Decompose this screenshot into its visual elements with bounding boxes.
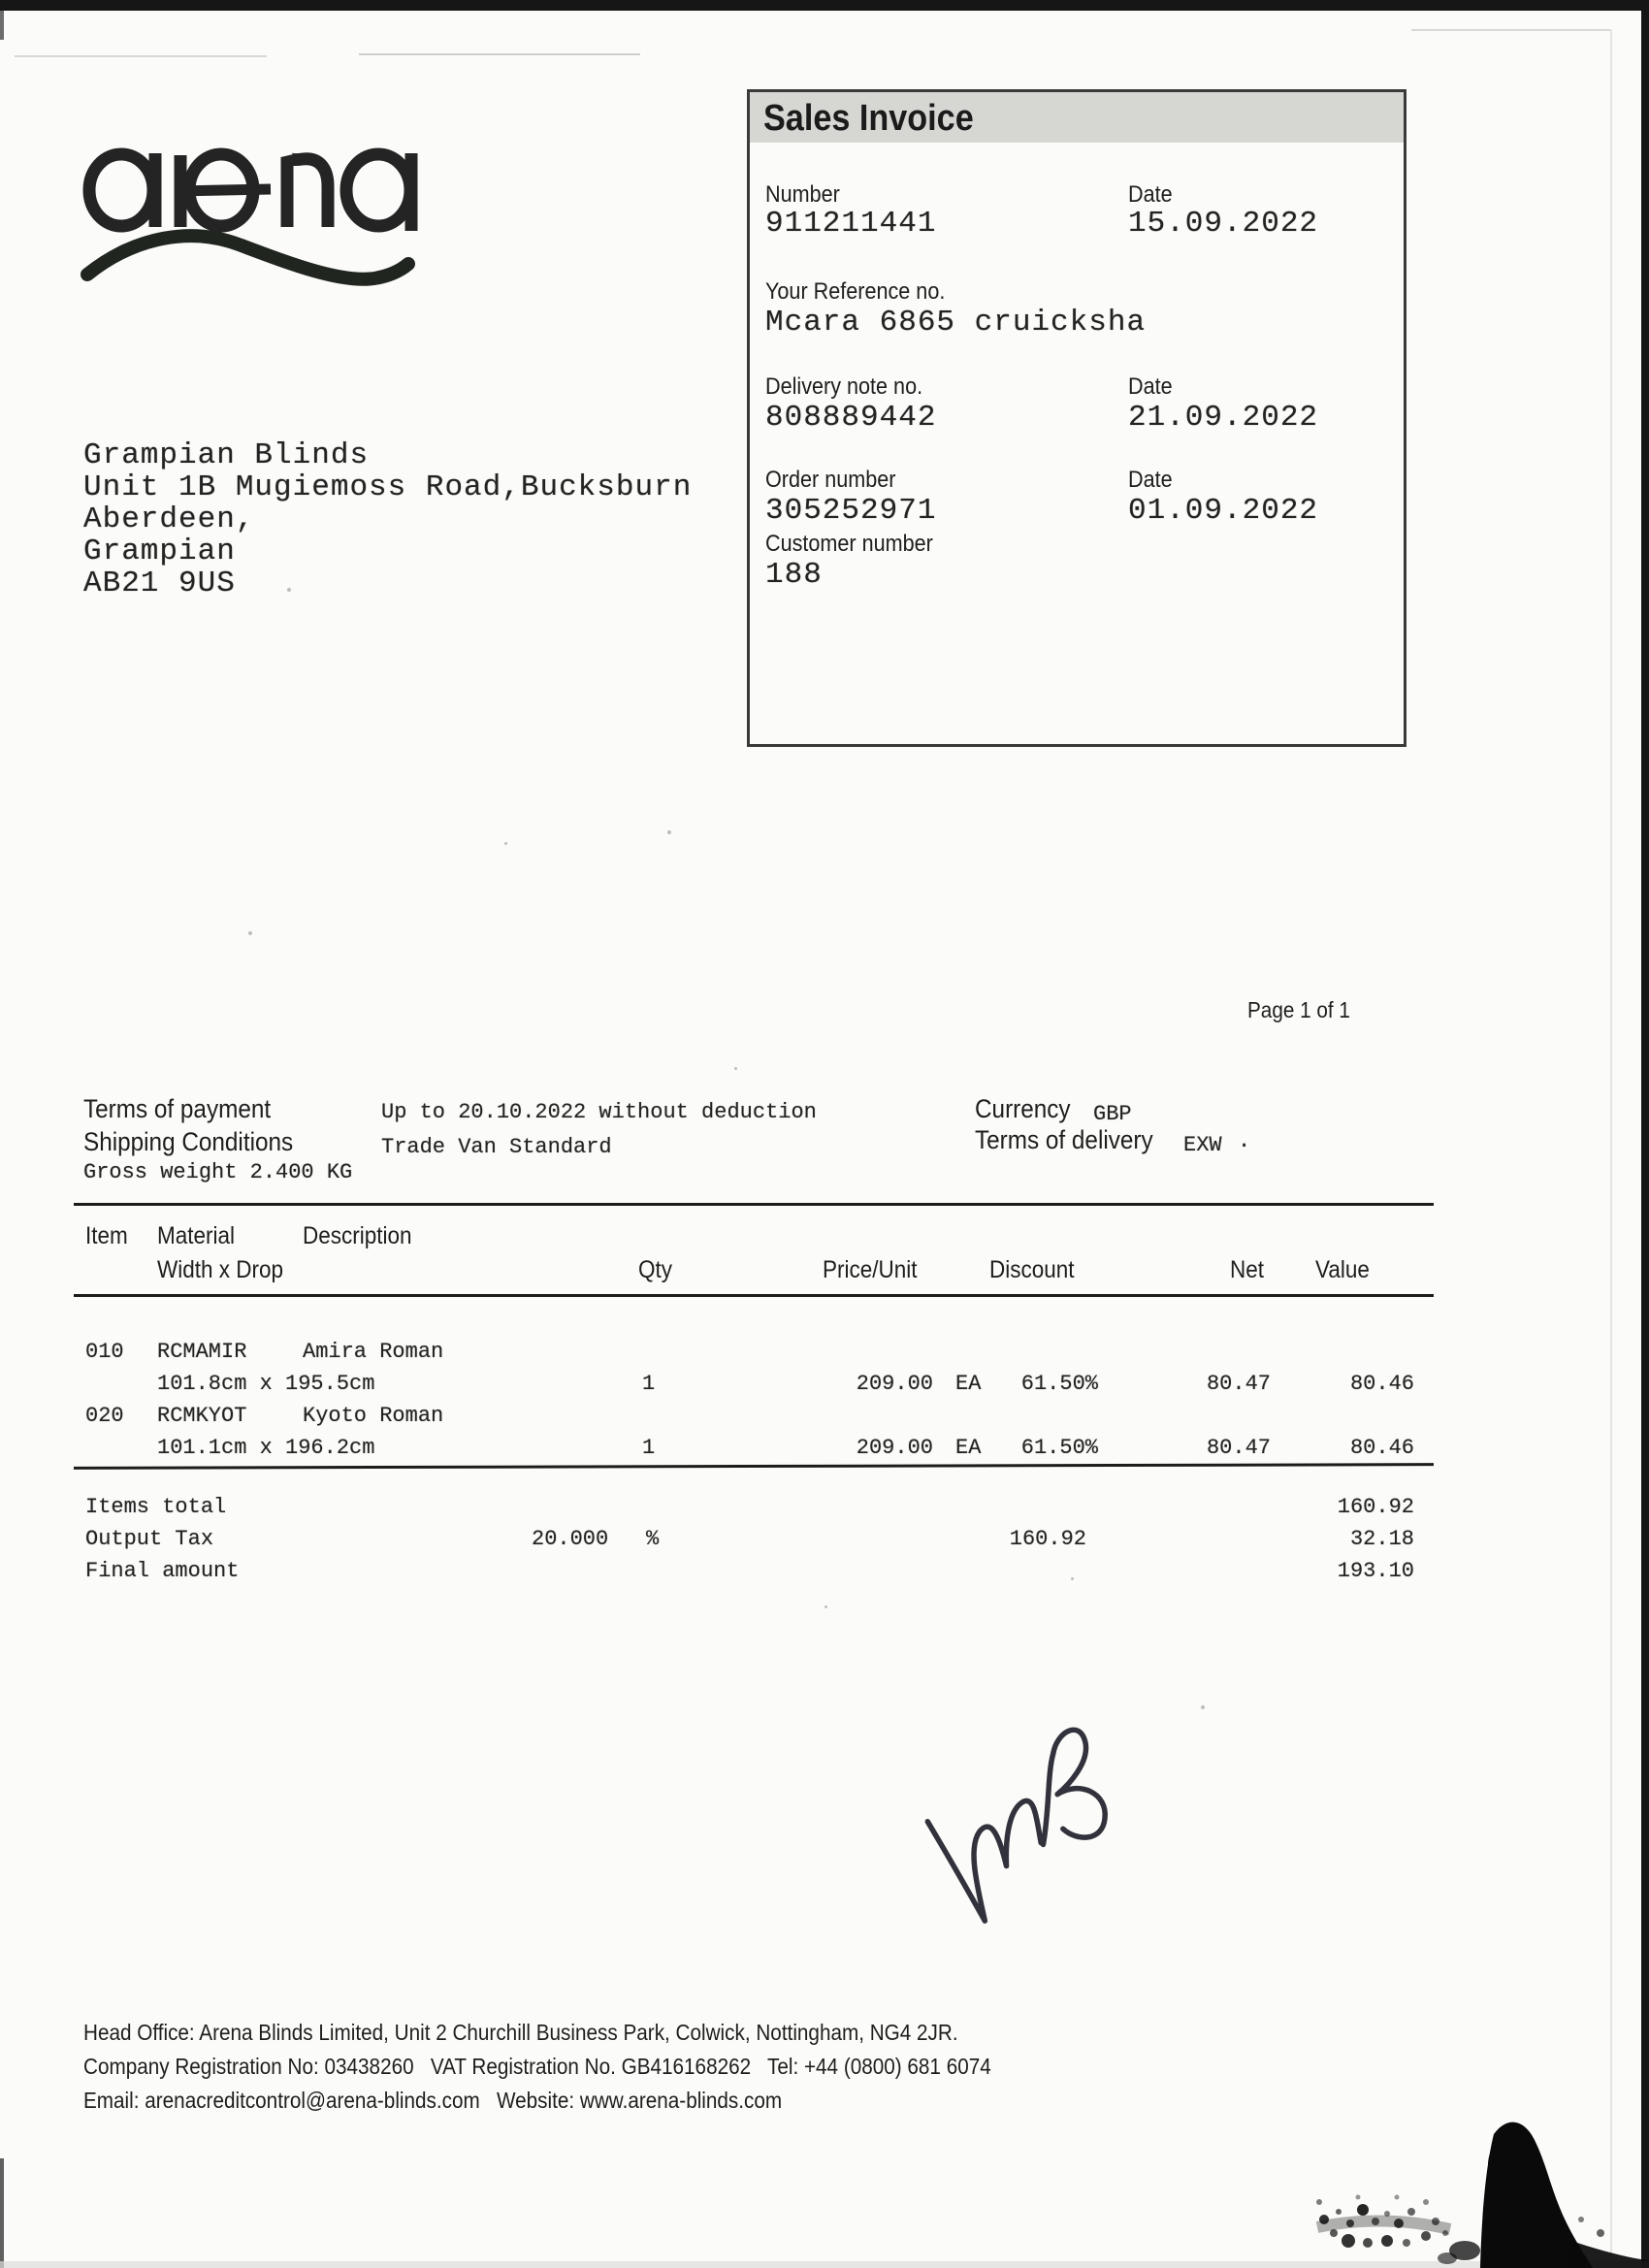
paper-edge-line-right [1411, 29, 1610, 31]
terms-of-delivery-suffix: . [1238, 1129, 1251, 1153]
customer-number-label: Customer number [765, 531, 933, 557]
scan-speck [1071, 1577, 1074, 1580]
column-header-value: Value [1315, 1256, 1370, 1283]
items-total-label: Items total [85, 1495, 227, 1519]
row-net: 80.47 [1206, 1372, 1271, 1396]
scan-top-band [0, 0, 1649, 11]
ink-smudge [1290, 2105, 1649, 2268]
row-size: 101.1cm x 196.2cm [157, 1436, 375, 1460]
column-header-material: Material [157, 1222, 236, 1249]
row-discount: 61.50% [1020, 1372, 1098, 1396]
paper-edge-line-mid [359, 53, 640, 55]
order-date-label: Date [1128, 467, 1173, 493]
scan-left-mark-top [0, 11, 4, 40]
reference-value: Mcara 6865 cruicksha [765, 306, 1147, 340]
logo-letter-a2-bowl [346, 154, 410, 226]
footer-head-office: Head Office: Arena Blinds Limited, Unit 2 Churchill Business Park, Colwick, Nottingham, NG4 2JR. [83, 2020, 958, 2045]
page-indicator: Page 1 of 1 [1247, 997, 1350, 1022]
row-qty: 1 [642, 1436, 656, 1460]
column-header-width-drop: Width x Drop [157, 1256, 284, 1283]
terms-of-payment-value: Up to 20.10.2022 without deduction [381, 1100, 817, 1124]
order-date-value: 01.09.2022 [1128, 494, 1319, 528]
scan-speck [248, 931, 252, 935]
row-material: RCMKYOT [157, 1404, 247, 1428]
row-value: 80.46 [1349, 1436, 1414, 1460]
output-tax-label: Output Tax [85, 1527, 214, 1551]
paper-edge-line-vertical [1610, 29, 1612, 2268]
column-header-discount: Discount [989, 1256, 1075, 1283]
row-size: 101.8cm x 195.5cm [157, 1372, 375, 1396]
scan-speck [734, 1067, 737, 1070]
scan-speck [1201, 1705, 1205, 1709]
row-item-no: 020 [85, 1404, 124, 1428]
recipient-line: Aberdeen, [83, 502, 255, 536]
row-net: 80.47 [1206, 1436, 1271, 1460]
scan-speck [287, 588, 291, 592]
invoice-date-label: Date [1128, 181, 1173, 208]
scan-speck [504, 842, 507, 845]
column-header-item: Item [85, 1222, 128, 1249]
output-tax-base: 160.92 [1009, 1527, 1086, 1551]
output-tax-rate: 20.000 [532, 1527, 609, 1551]
column-header-qty: Qty [638, 1256, 673, 1283]
row-material: RCMAMIR [157, 1340, 247, 1364]
logo-letter-n [287, 157, 328, 227]
invoice-date-value: 15.09.2022 [1128, 207, 1319, 241]
row-description: Kyoto Roman [303, 1404, 444, 1428]
footer-registration: Company Registration No: 03438260 VAT Registration No. GB416168262 Tel: +44 (0800) 681 6074 [83, 2054, 991, 2079]
row-unit: EA [955, 1436, 982, 1460]
row-value: 80.46 [1349, 1372, 1414, 1396]
sales-invoice-box [747, 89, 1406, 747]
customer-number-value: 188 [765, 558, 823, 592]
table-rule-bottom [74, 1463, 1434, 1470]
items-total-value: 160.92 [1337, 1495, 1414, 1519]
terms-of-delivery-label: Terms of delivery [975, 1125, 1153, 1154]
order-number-value: 305252971 [765, 494, 937, 528]
final-amount-label: Final amount [85, 1559, 240, 1583]
recipient-line: Unit 1B Mugiemoss Road,Bucksburn [83, 470, 693, 504]
row-qty: 1 [642, 1372, 656, 1396]
reference-label: Your Reference no. [765, 278, 946, 305]
shipping-conditions-label: Shipping Conditions [83, 1127, 294, 1156]
logo-letter-a1-bowl [89, 154, 153, 226]
invoice-number-label: Number [765, 181, 840, 208]
delivery-note-value: 808889442 [765, 401, 937, 435]
table-rule-top [74, 1203, 1434, 1206]
final-amount-value: 193.10 [1337, 1559, 1414, 1583]
shipping-conditions-value: Trade Van Standard [381, 1135, 612, 1159]
invoice-title: Sales Invoice [763, 98, 974, 139]
logo-swoosh [87, 236, 408, 279]
delivery-note-label: Delivery note no. [765, 373, 923, 400]
currency-label: Currency [975, 1094, 1071, 1123]
signature-m-stroke [926, 1799, 1049, 1926]
invoice-number-value: 911211441 [765, 207, 937, 241]
recipient-line: Grampian [83, 535, 236, 568]
row-item-no: 010 [85, 1340, 124, 1364]
delivery-date-label: Date [1128, 373, 1173, 400]
row-description: Amira Roman [303, 1340, 444, 1364]
scan-speck [824, 1605, 827, 1608]
scan-left-mark-bottom [0, 2158, 4, 2268]
row-price: 209.00 [856, 1436, 933, 1460]
row-unit: EA [955, 1372, 982, 1396]
row-discount: 61.50% [1020, 1436, 1098, 1460]
row-price: 209.00 [856, 1372, 933, 1396]
output-tax-value: 32.18 [1349, 1527, 1414, 1551]
column-header-price-unit: Price/Unit [823, 1256, 918, 1283]
output-tax-percent: % [646, 1527, 660, 1551]
arena-logo [78, 144, 427, 308]
delivery-date-value: 21.09.2022 [1128, 401, 1319, 435]
signature-initials [896, 1708, 1140, 1939]
column-header-description: Description [303, 1222, 412, 1249]
scan-speck [667, 830, 671, 834]
recipient-line: Grampian Blinds [83, 438, 370, 472]
scan-right-strip [1641, 0, 1649, 2268]
currency-value: GBP [1093, 1102, 1132, 1126]
paper-edge-line-left [15, 55, 267, 57]
terms-of-delivery-value: EXW [1183, 1133, 1222, 1157]
smudge-smear [1317, 2220, 1450, 2229]
footer-contact: Email: arenacreditcontrol@arena-blinds.com Website: www.arena-blinds.com [83, 2088, 783, 2113]
order-number-label: Order number [765, 467, 896, 493]
column-header-net: Net [1230, 1256, 1265, 1283]
recipient-line: AB21 9US [83, 567, 236, 600]
gross-weight: Gross weight 2.400 KG [83, 1160, 353, 1184]
terms-of-payment-label: Terms of payment [83, 1094, 272, 1123]
signature-b-stroke [1031, 1728, 1107, 1845]
table-rule-header [74, 1294, 1434, 1297]
